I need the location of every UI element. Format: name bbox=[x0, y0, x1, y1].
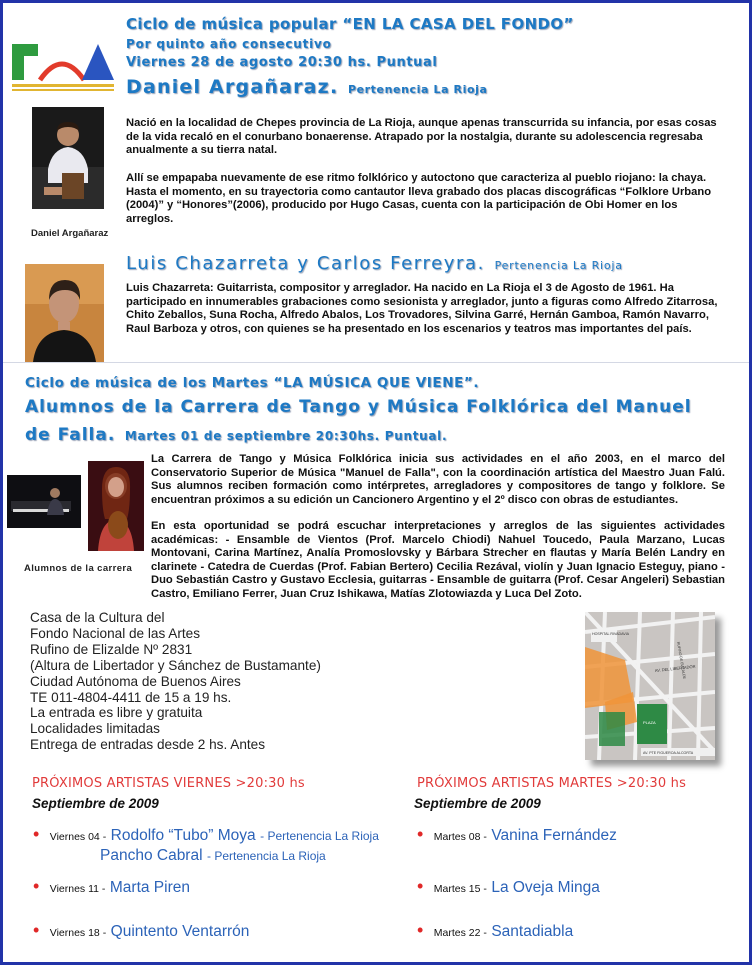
tuesday-title-falla: de Falla. bbox=[25, 425, 116, 445]
artist1-bio-p1: Nació en la localidad de Chepes provincia de La Rioja, aunque apenas transcurrida su infancia, por esas cosas de la vida recaló en el conurbano bonaerense. Atrapado por la nostalgia, durante su adolescencia regresaba anualmente a su tierra natal. bbox=[126, 117, 717, 157]
venue-line: Entrega de entradas desde 2 hs. Antes bbox=[30, 737, 266, 753]
friday-origin: - Pertenencia La Rioja bbox=[260, 829, 379, 843]
venue-line: Localidades limitadas bbox=[30, 721, 160, 737]
artist1-name: Daniel Argañaraz. bbox=[126, 76, 339, 98]
venue-line: Rufino de Elizalde Nº 2831 bbox=[30, 641, 193, 657]
friday-artist: Marta Piren bbox=[109, 879, 190, 896]
tuesday-title-line1: Alumnos de la Carrera de Tango y Música Folklórica del Manuel bbox=[25, 397, 692, 417]
artist2-photo bbox=[25, 264, 104, 362]
tuesday-title-line2 bbox=[25, 425, 447, 445]
bullet-icon: • bbox=[33, 876, 40, 896]
tuesday-item bbox=[417, 876, 717, 897]
tuesday-paragraph-1: La Carrera de Tango y Música Folklórica inicia sus actividades en el año 2003, en el marco del Conservatorio Superior de Música "Manuel de Falla", con la coordinación artística del Maestro Juan Falú. Sus alumnos reciben formación como intérpretes, arregladores y compositores de tango y folklore. Se encuentran próximos a su edición un Cancionero Argentino y el 2º disco con obras de estudiantes. bbox=[151, 453, 725, 506]
friday-date: Viernes 04 - bbox=[49, 831, 107, 843]
students-photo-caption: Alumnos de la carrera bbox=[24, 563, 133, 574]
tuesday-artist: Santadiabla bbox=[491, 923, 574, 940]
tuesday-cycle-title: Ciclo de música de los Martes “LA MÚSICA QUE VIENE”. bbox=[25, 375, 480, 391]
bullet-icon: • bbox=[33, 824, 40, 844]
artist1-heading bbox=[126, 76, 488, 98]
fondo-logo bbox=[10, 40, 116, 96]
cycle-title: Ciclo de música popular “EN LA CASA DEL FONDO” bbox=[126, 15, 574, 33]
friday-date: Viernes 11 - bbox=[49, 883, 106, 895]
friday-artist: Pancho Cabral bbox=[100, 847, 203, 864]
artist1-photo bbox=[32, 107, 104, 209]
map-label: AV. DEL LIBERTADOR bbox=[654, 663, 696, 673]
artist1-photo-caption: Daniel Argañaraz bbox=[31, 228, 109, 239]
bullet-icon: • bbox=[417, 876, 424, 896]
venue-phone: TE 011-4804-4411 de 15 a 19 hs. bbox=[30, 689, 232, 705]
artist1-bio-p2: Allí se empapaba nuevamente de ese ritmo folklórico y autoctono que caracteriza al pueblo riojano: la chaya. Hasta el momento, en su trayectoria como cantautor lleva grabado dos placas discográficas “Folklore Urbano (2004)” y “Honores”(2006), producido por Hugo Casas, cuenta con la participación de Obi Homer en los arreglos. bbox=[126, 172, 712, 225]
friday-item bbox=[33, 876, 333, 897]
tuesday-item bbox=[417, 824, 717, 845]
bullet-icon: • bbox=[33, 920, 40, 940]
artist2-name: Luis Chazarreta y Carlos Ferreyra. bbox=[126, 253, 485, 274]
artist2-heading bbox=[126, 253, 623, 274]
venue-info bbox=[30, 610, 430, 753]
friday-item bbox=[33, 824, 393, 845]
violinist-photo bbox=[88, 461, 144, 551]
artist1-origin: Pertenencia La Rioja bbox=[347, 83, 488, 96]
venue-line: La entrada es libre y gratuita bbox=[30, 705, 203, 721]
map-label: PLAZA bbox=[643, 720, 656, 725]
tuesday-artist: Vanina Fernández bbox=[491, 827, 617, 844]
tuesday-date: Martes 15 - bbox=[433, 883, 487, 895]
tuesday-paragraph-2: En esta oportunidad se podrá escuchar interpretaciones y arreglos de las siguientes actividades académicas: - Ensamble de Vientos (Prof. Marcelo Chiodi) Nahuel Toucedo, Paula Marzano, Lucas Montovani, Carina Martínez, Analía Promoslovsky y Bárbara Strecher en flautas y María Belén Landry en clarinete - Catedra de Cuerdas (Prof. Fabian Bertero) Cecilia Rezával, violín y Juan Ignacio Esteguy, piano -Duo Sebastián Castro y Gustavo Ecclesia, guitarras - Ensamble de guitarra (Prof. Cesar Angeleri) Sebastian Castro, Emiliano Ferrer, Juan Cruz Ishikawa, Matías Zlotowiazda y Luca Del Zoto. bbox=[151, 520, 725, 600]
tuesdays-heading: PRÓXIMOS ARTISTAS MARTES >20:30 hs bbox=[417, 776, 687, 791]
venue-line: (Altura de Libertador y Sánchez de Bustamante) bbox=[30, 657, 321, 673]
venue-line: Ciudad Autónoma de Buenos Aires bbox=[30, 673, 241, 689]
location-map bbox=[585, 612, 715, 760]
friday-artist: Quintento Ventarrón bbox=[110, 923, 250, 940]
tuesdays-month: Septiembre de 2009 bbox=[414, 796, 541, 811]
friday-artist: Rodolfo “Tubo” Moya bbox=[110, 827, 256, 844]
event-date: Viernes 28 de agosto 20:30 hs. Puntual bbox=[126, 55, 438, 70]
artist2-origin: Pertenencia La Rioja bbox=[494, 259, 623, 272]
map-label: RUFINO DE ELIZALDE bbox=[676, 641, 687, 680]
map-label: HOSPITAL RIVADAVIA bbox=[592, 632, 630, 636]
map-label: AV. PTE FIGUEROA ALCORTA bbox=[643, 751, 694, 755]
tuesday-date: Martes 08 - bbox=[433, 831, 487, 843]
bullet-icon: • bbox=[417, 920, 424, 940]
artist2-bio: Luis Chazarreta: Guitarrista, compositor y arreglador. Ha nacido en La Rioja el 3 de Agosto de 1961. Ha participado en innumerables grabaciones como sesionista y arreglador, junto a figuras como Alfredo Zitarrosa, Chito Zeballos, Suna Rocha, Alfredo Abalos, Los Trovadores, Silvina Garré, Hernán Gamboa, Ramón Navarro, Raul Barboza y otros, con quienes se ha presentado en los escenarios y teatros mas importantes del país. bbox=[126, 282, 718, 335]
fridays-month: Septiembre de 2009 bbox=[32, 796, 159, 811]
venue-line: Fondo Nacional de las Artes bbox=[30, 625, 201, 641]
section-divider bbox=[3, 362, 749, 363]
tuesday-item bbox=[417, 920, 717, 941]
venue-line: Casa de la Cultura del bbox=[30, 610, 165, 625]
friday-date: Viernes 18 - bbox=[49, 927, 107, 939]
friday-item bbox=[100, 847, 400, 865]
pianist-photo bbox=[7, 475, 81, 528]
tuesday-artist: La Oveja Minga bbox=[491, 879, 600, 896]
friday-item bbox=[33, 920, 333, 941]
bullet-icon: • bbox=[417, 824, 424, 844]
tuesday-date: Martes 22 - bbox=[433, 927, 487, 939]
fridays-heading: PRÓXIMOS ARTISTAS VIERNES >20:30 hs bbox=[32, 776, 305, 791]
friday-origin: - Pertenencia La Rioja bbox=[207, 849, 326, 863]
edition-line: Por quinto año consecutivo bbox=[126, 37, 332, 51]
tuesday-date: Martes 01 de septiembre 20:30hs. Puntual. bbox=[124, 429, 448, 443]
